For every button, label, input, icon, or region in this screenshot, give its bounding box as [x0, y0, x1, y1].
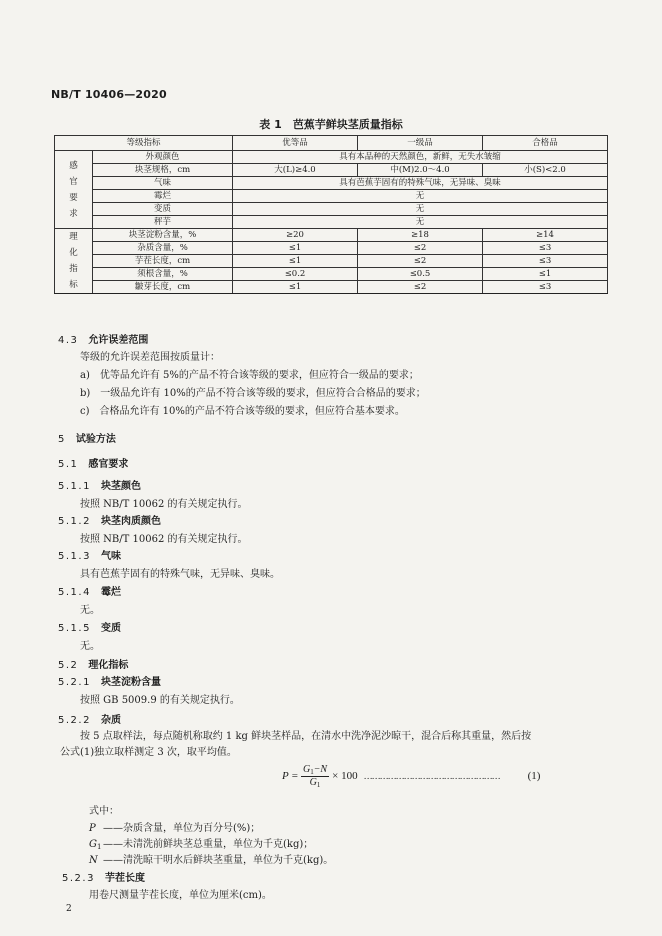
section-title: 允许误差范围: [88, 335, 149, 346]
section-5-2-2-heading: [58, 711, 121, 726]
merged-cell: 具有本品种的天然颜色，新鲜，无失水皱缩: [233, 151, 608, 164]
variable-description: ——清洗晾干明水后鲜块茎重量，单位为千克(kg)。: [103, 855, 334, 866]
list-item: c) 合格品允许有 10%的产品不符合该等级的要求，但应符合基本要求。: [80, 406, 405, 417]
table-title: 表 1 芭蕉芋鲜块茎质量指标: [259, 118, 403, 131]
value-cell: ≤3: [483, 281, 608, 294]
section-5-1-4-heading: [58, 583, 121, 598]
formula-fraction: [301, 764, 329, 789]
merged-cell: 无: [233, 190, 608, 203]
formula-lhs: P: [282, 770, 289, 782]
group-label-physchem: 理 化 指 标: [55, 229, 93, 294]
row-label: 杂质含量，%: [93, 242, 233, 255]
section-title: 块茎淀粉含量: [100, 677, 161, 688]
header-cell: 优等品: [233, 136, 358, 151]
value-cell: ≤0.5: [358, 268, 483, 281]
paragraph: 等级的允许误差范围按质量计：: [80, 352, 220, 363]
value-cell: ≤2: [358, 255, 483, 268]
row-label: 须根含量，%: [93, 268, 233, 281]
formula-symbol: −N: [313, 763, 328, 775]
row-label: 气味: [93, 177, 233, 190]
formula-tail: × 100: [332, 770, 358, 782]
row-label: 外观颜色: [93, 151, 233, 164]
section-number: 5.1.2: [58, 516, 91, 527]
formula-subscript: 1: [310, 767, 314, 776]
row-label: 块茎规格，cm: [93, 164, 233, 177]
value-cell: 中(M)2.0～4.0: [358, 164, 483, 177]
section-number: 5.1: [58, 459, 79, 470]
table-header-row: [55, 136, 608, 151]
value-cell: ≤3: [483, 255, 608, 268]
paragraph: 公式(1)独立取样测定 3 次，取平均值。: [60, 747, 237, 758]
section-number: 5.2.1: [58, 677, 91, 688]
section-5-1-1-heading: [58, 477, 141, 492]
paragraph: 按照 GB 5009.9 的有关规定执行。: [80, 695, 240, 706]
group-label-sensory: 感 官 要 求: [55, 151, 93, 229]
formula-numerator: [301, 764, 329, 777]
value-cell: 大(L)≥4.0: [233, 164, 358, 177]
variable-description: ——杂质含量，单位为百分号(%)；: [103, 823, 261, 834]
section-number: 5.1.4: [58, 587, 91, 598]
section-title: 感官要求: [88, 459, 129, 470]
value-cell: ≥14: [483, 229, 608, 242]
formula-1: [282, 759, 602, 793]
where-item: [89, 835, 313, 851]
section-number: 5.1.3: [58, 551, 91, 562]
section-5-heading: [58, 430, 116, 445]
paragraph: 具有芭蕉芋固有的特殊气味，无异味、臭味。: [80, 569, 280, 580]
paragraph: 用卷尺测量芋茬长度，单位为厘米(cm)。: [89, 890, 272, 901]
section-5-2-1-heading: [58, 673, 161, 688]
row-label: 块茎淀粉含量，%: [93, 229, 233, 242]
variable-description: ——未清洗前鲜块茎总重量，单位为千克(kg)；: [103, 839, 314, 850]
value-cell: 小(S)<2.0: [483, 164, 608, 177]
variable-symbol: P: [89, 823, 96, 834]
section-title: 芋茬长度: [104, 873, 145, 884]
section-title: 杂质: [100, 715, 121, 726]
table-row: [55, 216, 608, 229]
section-5-1-3-heading: [58, 547, 121, 562]
table-row: [55, 151, 608, 164]
table-row: [55, 268, 608, 281]
section-5-2-3-heading: [62, 869, 145, 884]
value-cell: ≤2: [358, 281, 483, 294]
paragraph: 无。: [80, 641, 100, 652]
header-cell: 合格品: [483, 136, 608, 151]
document-header: NB/T 10406—2020: [51, 88, 167, 101]
table-row: [55, 229, 608, 242]
section-number: 5.2.2: [58, 715, 91, 726]
section-number: 5: [58, 434, 66, 445]
row-label: 芋茬长度，cm: [93, 255, 233, 268]
section-title: 气味: [100, 551, 121, 562]
where-item: [89, 819, 260, 835]
formula-denominator: [301, 777, 329, 789]
merged-cell: 具有芭蕉芋固有的特殊气味，无异味、臭味: [233, 177, 608, 190]
value-cell: ≤1: [233, 281, 358, 294]
variable-subscript: 1: [97, 843, 102, 851]
section-title: 变质: [100, 623, 121, 634]
section-number: 5.2.3: [62, 873, 95, 884]
value-cell: ≤1: [233, 242, 358, 255]
formula-eq: =: [291, 770, 298, 782]
row-label: 变质: [93, 203, 233, 216]
value-cell: ≥18: [358, 229, 483, 242]
table-row: [55, 281, 608, 294]
page-number: 2: [66, 904, 72, 914]
section-number: 4.3: [58, 335, 79, 346]
table-row: [55, 255, 608, 268]
section-4-3-heading: [58, 331, 148, 346]
section-title: 理化指标: [88, 660, 129, 671]
section-number: 5.2: [58, 660, 79, 671]
value-cell: ≤1: [233, 255, 358, 268]
variable-symbol: G: [89, 839, 97, 850]
list-item: b) 一级品允许有 10%的产品不符合该等级的要求，但应符合合格品的要求；: [80, 388, 426, 399]
value-cell: ≤0.2: [233, 268, 358, 281]
row-label: 霉烂: [93, 190, 233, 203]
formula-leader-dots: ……………………………………………: [363, 771, 500, 781]
paragraph: 按照 NB/T 10062 的有关规定执行。: [80, 534, 248, 545]
table-row: [55, 177, 608, 190]
section-5-2-heading: [58, 656, 128, 671]
section-title: 块茎颜色: [100, 481, 141, 492]
value-cell: ≥20: [233, 229, 358, 242]
row-label: 皺芽长度，cm: [93, 281, 233, 294]
section-5-1-heading: [58, 455, 128, 470]
section-title: 块茎肉质颜色: [100, 516, 161, 527]
row-label: 秤芋: [93, 216, 233, 229]
where-item: [89, 851, 333, 867]
table-row: [55, 190, 608, 203]
section-number: 5.1.1: [58, 481, 91, 492]
value-cell: ≤1: [483, 268, 608, 281]
section-number: 5.1.5: [58, 623, 91, 634]
merged-cell: 无: [233, 216, 608, 229]
section-title: 霉烂: [100, 587, 121, 598]
paragraph: 无。: [80, 605, 100, 616]
section-5-1-2-heading: [58, 512, 161, 527]
table-row: [55, 164, 608, 177]
table-row: [55, 203, 608, 216]
section-title: 试验方法: [75, 434, 116, 445]
value-cell: ≤2: [358, 242, 483, 255]
header-cell: 一级品: [358, 136, 483, 151]
where-intro: 式中：: [89, 806, 119, 817]
table-row: [55, 242, 608, 255]
formula-symbol: G: [302, 763, 311, 775]
variable-symbol: N: [89, 855, 98, 866]
value-cell: ≤3: [483, 242, 608, 255]
formula-symbol: G: [309, 776, 317, 788]
list-item: a) 优等品允许有 5%的产品不符合该等级的要求，但应符合一级品的要求；: [80, 370, 419, 381]
section-5-1-5-heading: [58, 619, 121, 634]
paragraph: 按照 NB/T 10062 的有关规定执行。: [80, 499, 248, 510]
formula-label: (1): [527, 770, 541, 782]
formula-subscript: 1: [316, 780, 321, 789]
paragraph: 按 5 点取样法，每点随机称取约 1 kg 鲜块茎样品，在清水中洗净泥沙晾干，混合后称其重量，然后按: [80, 731, 532, 742]
quality-table: [54, 135, 608, 294]
header-cell: 等级指标: [55, 136, 233, 151]
merged-cell: 无: [233, 203, 608, 216]
